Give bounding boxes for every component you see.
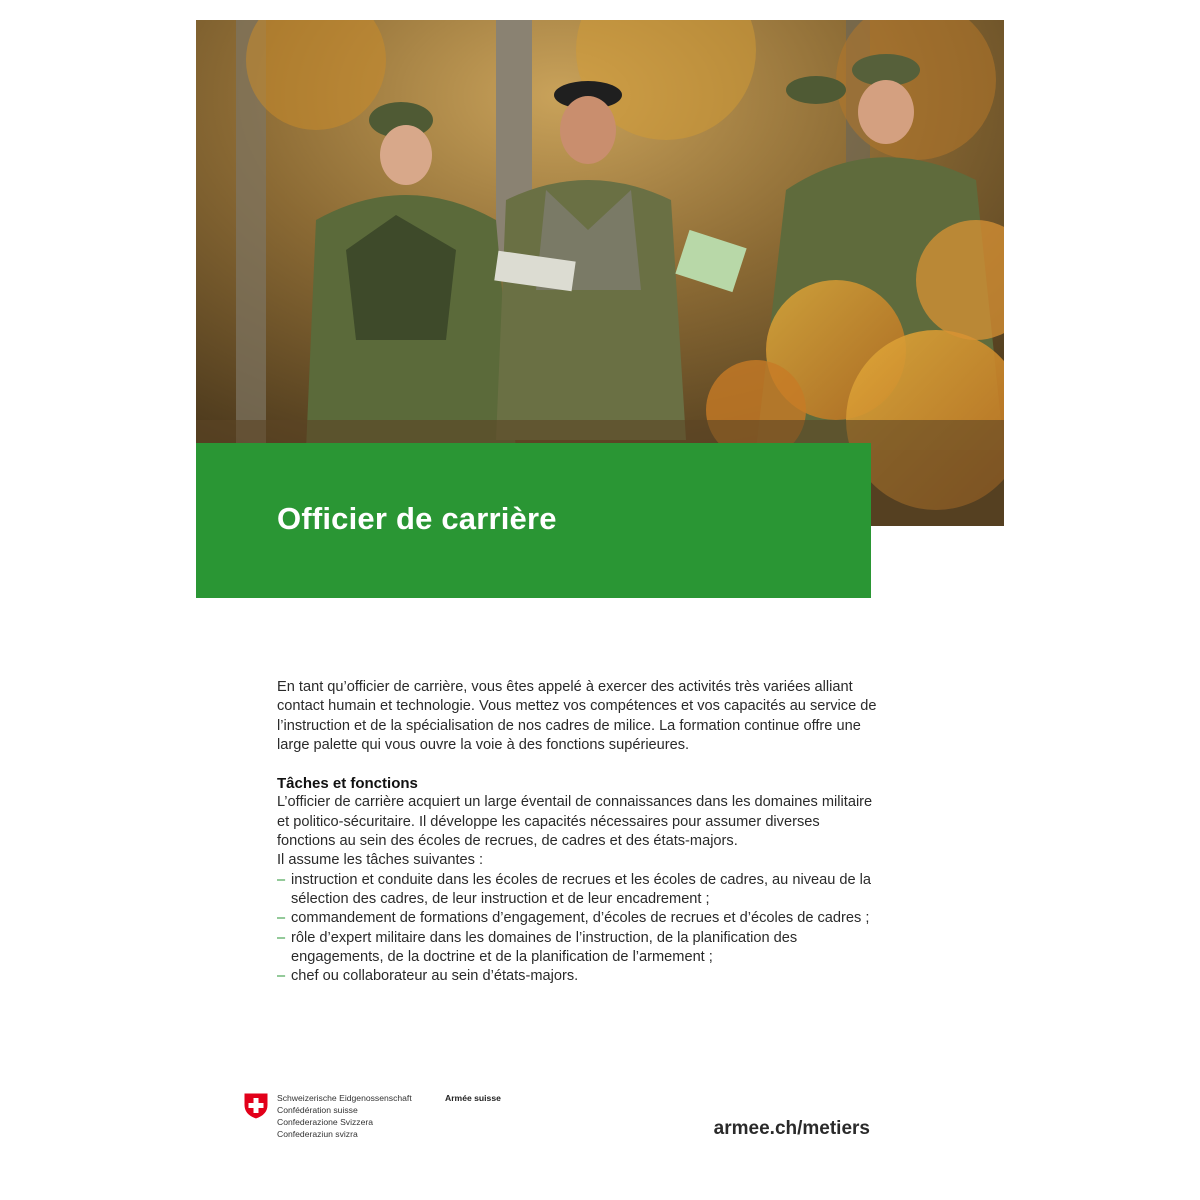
task-text: commandement de formations d’engagement, d’écoles de recrues et d’écoles de cadres ; <box>291 910 870 927</box>
bullet-dash: – <box>277 910 286 927</box>
bullet-dash: – <box>277 968 286 985</box>
intro-paragraph: En tant qu’officier de carrière, vous êtes appelé à exercer des activités très variées alliant contact humain et technologie. Vous mettez vos compétences et vos capacités au service de l’instruction et de la spécialisation de nos cadres de milice. La formation continue offre une large palette qui vous ouvre la voie à des fonctions supérieures. <box>277 679 877 753</box>
tasks-lead: Il assume les tâches suivantes : <box>277 852 484 869</box>
confederation-name-it: Confederazione Svizzera <box>277 1117 374 1127</box>
confederation-name-de: Schweizerische Eidgenossenschaft <box>277 1093 412 1103</box>
page-title: Officier de carrière <box>277 501 557 536</box>
confederation-name-fr: Confédération suisse <box>277 1105 358 1115</box>
task-text: instruction et conduite dans les écoles de recrues et les écoles de cadres, au niveau de la sélection des cadres, de leur instruction et de leur encadrement ; <box>291 871 872 907</box>
confederation-name-rm: Confederaziun svizra <box>277 1129 358 1139</box>
list-item <box>277 929 877 968</box>
list-item <box>277 909 877 928</box>
website-url: armee.ch/metiers <box>713 1118 870 1139</box>
section-heading: Tâches et fonctions <box>277 775 418 793</box>
task-text: rôle d’expert militaire dans les domaines de l’instruction, de la planification des engagements, de la doctrine et de la planification de l’armement ; <box>291 929 798 965</box>
swiss-cross-shield-icon <box>243 1092 269 1120</box>
confederation-names <box>277 1092 412 1140</box>
bullet-dash: – <box>277 929 286 946</box>
department-name: Armée suisse <box>445 1093 501 1103</box>
main-content <box>277 678 877 986</box>
task-text: chef ou collaborateur au sein d’états-majors. <box>291 968 579 985</box>
title-band <box>196 443 871 598</box>
bullet-dash: – <box>277 871 286 888</box>
tasks-list <box>277 871 877 987</box>
list-item <box>277 871 877 910</box>
section-body: L’officier de carrière acquiert un large éventail de connaissances dans les domaines militaire et politico-sécuritaire. Il développe les capacités nécessaires pour assumer diverses fonctions au sein des écoles de recrues, de cadres et des états-majors. <box>277 794 873 850</box>
list-item <box>277 967 877 986</box>
